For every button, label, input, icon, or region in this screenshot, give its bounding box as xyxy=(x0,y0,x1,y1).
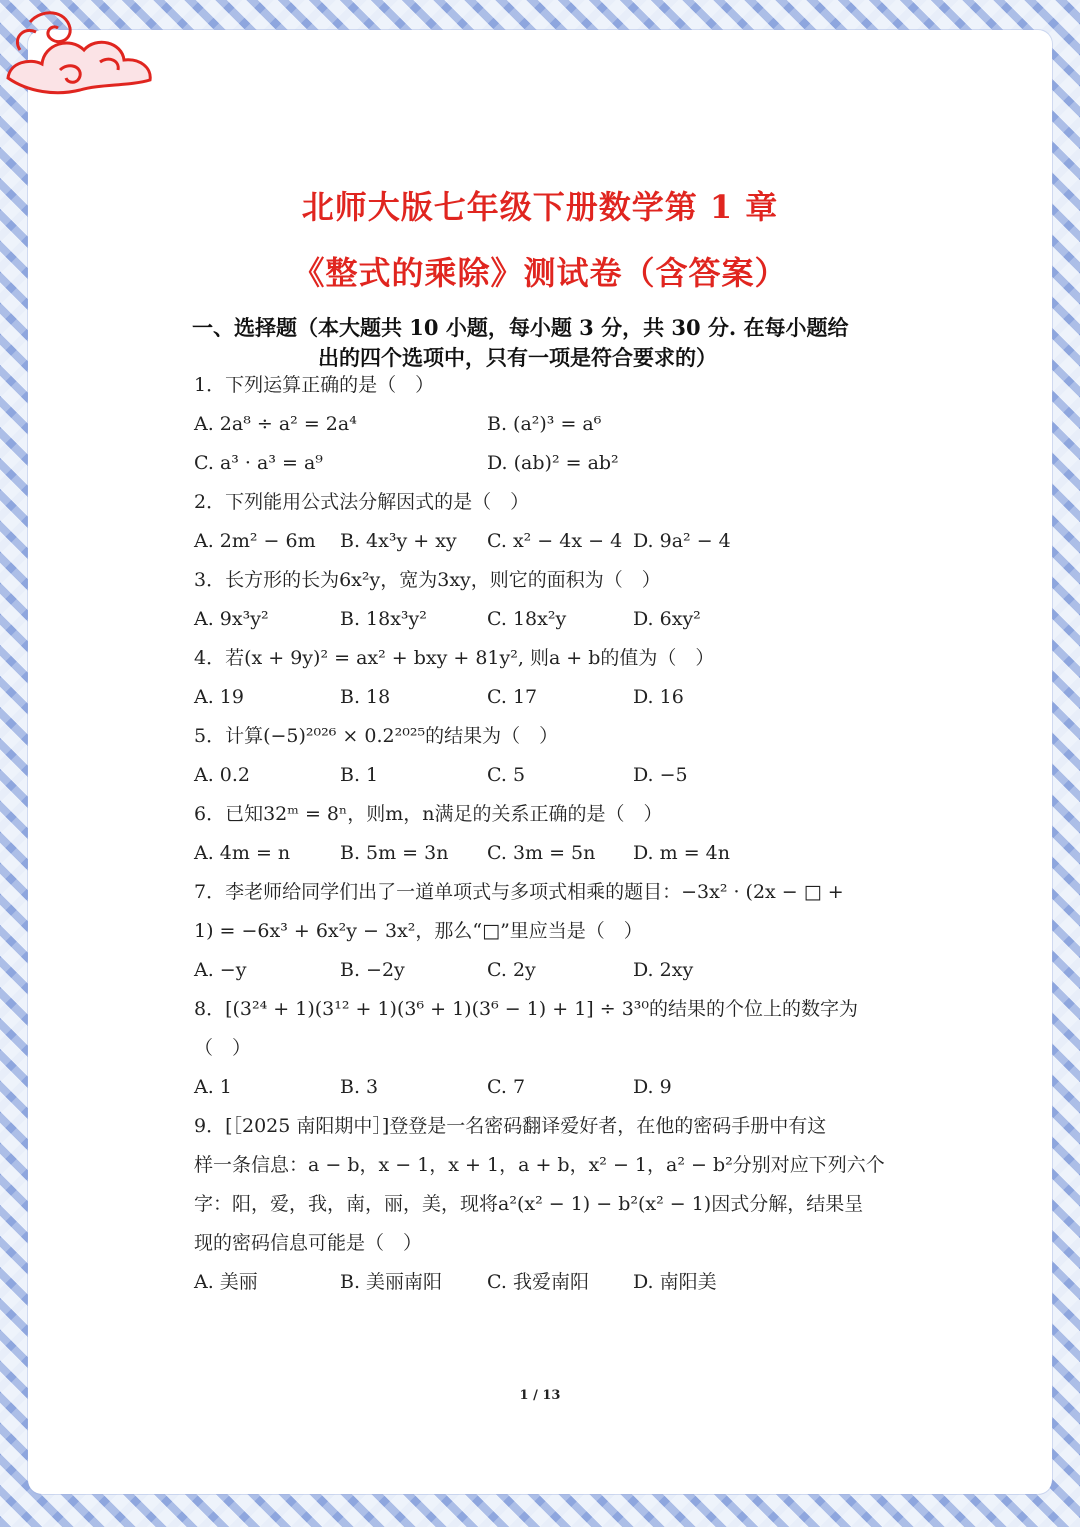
question-9-text: 9．[［2025 南阳期中］]登登是一名密码翻译爱好者，在他的密码手册中有这 xyxy=(194,1115,827,1137)
question-3-text: 3．长方形的长为6x²y，宽为3xy，则它的面积为（ ） xyxy=(194,569,661,591)
question-5-option-b: B. 1 xyxy=(340,764,379,786)
question-8-text: 8．[(3²⁴ + 1)(3¹² + 1)(3⁶ + 1)(3⁶ − 1) + 1] ÷ 3³⁰的结果的个位上的数字为 xyxy=(194,998,859,1020)
question-9-text-cont-2: 字：阳，爱，我，南，丽，美，现将a²(x² − 1) − b²(x² − 1)因式分解，结果呈 xyxy=(194,1193,864,1215)
question-4-option-c: C. 17 xyxy=(487,686,538,708)
question-3-option-a: A. 9x³y² xyxy=(194,608,269,630)
question-5-option-a: A. 0.2 xyxy=(194,764,251,786)
question-4-option-a: A. 19 xyxy=(194,686,244,708)
question-9-text-cont-1: 样一条信息：a − b，x − 1，x + 1，a + b，x² − 1，a² − b²分别对应下列六个 xyxy=(194,1154,885,1176)
question-6-option-c: C. 3m = 5n xyxy=(487,842,596,864)
question-1-option-d: D. (ab)² = ab² xyxy=(487,452,619,474)
document-subtitle: 《整式的乘除》测试卷（含答案） xyxy=(292,254,788,292)
question-8-option-a: A. 1 xyxy=(194,1076,232,1098)
question-7-option-c: C. 2y xyxy=(487,959,536,981)
question-8-text-cont: （ ） xyxy=(194,1037,252,1059)
question-6-text: 6．已知32ᵐ = 8ⁿ，则m，n满足的关系正确的是（ ） xyxy=(194,803,663,825)
question-5-text: 5．计算(−5)²⁰²⁶ × 0.2²⁰²⁵的结果为（ ） xyxy=(194,725,559,747)
document-title: 北师大版七年级下册数学第 1 章 xyxy=(301,188,779,226)
question-3-option-d: D. 6xy² xyxy=(633,608,701,630)
question-7-text-cont: 1) = −6x³ + 6x²y − 3x²，那么“□”里应当是（ ） xyxy=(194,920,643,942)
question-1-option-b: B. (a²)³ = a⁶ xyxy=(487,413,602,435)
question-6-option-a: A. 4m = n xyxy=(194,842,291,864)
question-7-option-b: B. −2y xyxy=(340,959,405,981)
question-9-text-cont-3: 现的密码信息可能是（ ） xyxy=(194,1232,423,1254)
question-9-option-a: A. 美丽 xyxy=(194,1271,258,1293)
question-1-text: 1．下列运算正确的是（ ） xyxy=(194,374,435,396)
question-4-option-d: D. 16 xyxy=(633,686,684,708)
question-6-option-b: B. 5m = 3n xyxy=(340,842,449,864)
question-9-option-d: D. 南阳美 xyxy=(633,1271,717,1293)
question-2-option-c: C. x² − 4x − 4 xyxy=(487,530,623,552)
question-6-option-d: D. m = 4n xyxy=(633,842,730,864)
question-8-option-d: D. 9 xyxy=(633,1076,672,1098)
question-7-option-a: A. −y xyxy=(194,959,247,981)
question-7-option-d: D. 2xy xyxy=(633,959,694,981)
question-9-option-c: C. 我爱南阳 xyxy=(487,1271,589,1293)
question-3-option-b: B. 18x³y² xyxy=(340,608,427,630)
question-4-option-b: B. 18 xyxy=(340,686,391,708)
question-9-option-b: B. 美丽南阳 xyxy=(340,1271,443,1293)
question-2-option-b: B. 4x³y + xy xyxy=(340,530,457,552)
question-2-option-d: D. 9a² − 4 xyxy=(633,530,731,552)
section-heading-cont: 出的四个选项中，只有一项是符合要求的） xyxy=(318,345,717,370)
question-2-option-a: A. 2m² − 6m xyxy=(194,530,316,552)
section-heading: 一、选择题（本大题共 10 小题，每小题 3 分，共 30 分. 在每小题给 xyxy=(192,315,849,340)
auspicious-cloud-icon xyxy=(0,0,160,110)
question-7-text: 7．李老师给同学们出了一道单项式与多项式相乘的题目：−3x² · (2x − □ + xyxy=(194,881,844,903)
question-8-option-b: B. 3 xyxy=(340,1076,379,1098)
question-4-text: 4．若(x + 9y)² = ax² + bxy + 81y², 则a + b的值为（ ） xyxy=(194,647,715,669)
question-2-text: 2．下列能用公式法分解因式的是（ ） xyxy=(194,491,530,513)
question-8-option-c: C. 7 xyxy=(487,1076,526,1098)
question-5-option-d: D. −5 xyxy=(633,764,688,786)
question-1-option-c: C. a³ · a³ = a⁹ xyxy=(194,452,323,474)
question-3-option-c: C. 18x²y xyxy=(487,608,567,630)
question-5-option-c: C. 5 xyxy=(487,764,526,786)
question-1-option-a: A. 2a⁸ ÷ a² = 2a⁴ xyxy=(194,413,357,435)
page-number: 1 / 13 xyxy=(519,1388,561,1403)
